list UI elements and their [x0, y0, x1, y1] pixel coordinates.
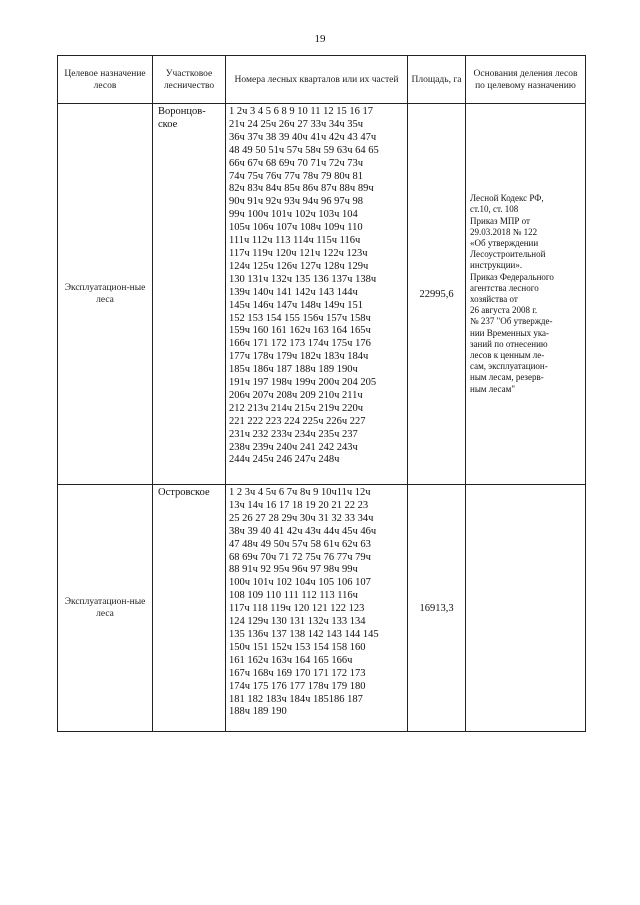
row-forestry: Воронцов-ское [153, 104, 226, 485]
text-line: 25 26 27 28 29ч 30ч 31 32 33 34ч [229, 512, 374, 524]
text-line: 191ч 197 198ч 199ч 200ч 204 205 [229, 377, 377, 389]
text-line: 177ч 178ч 179ч 182ч 183ч 184ч [229, 351, 369, 363]
text-line: Лесной Кодекс РФ, [470, 193, 544, 204]
text-line: 36ч 37ч 38 39 40ч 41ч 42ч 43 47ч [229, 131, 377, 143]
text-line: 47 48ч 49 50ч 57ч 58 61ч 62ч 63 [229, 538, 371, 550]
header-quarters: Номера лесных кварталов или их частей [226, 56, 408, 104]
text-line: Приказ Федерального [470, 271, 554, 282]
text-line: «Об утверждении [470, 237, 539, 248]
text-line: 21ч 24 25ч 26ч 27 33ч 34ч 35ч [229, 118, 364, 130]
text-line: 206ч 207ч 208ч 209 210ч 211ч [229, 389, 363, 401]
text-line: заний по отнесению [470, 338, 548, 349]
text-line: 166ч 171 172 173 174ч 175ч 176 [229, 338, 371, 350]
text-line: 159ч 160 161 162ч 163 164 165ч [229, 325, 371, 337]
text-line: 221 222 223 224 225ч 226ч 227 [229, 415, 366, 427]
text-line: ным лесам, резерв- [470, 372, 544, 383]
text-line: Лесоустроительной [470, 249, 546, 260]
text-line: 212 213ч 214ч 215ч 219ч 220ч [229, 402, 364, 414]
text-line: 152 153 154 155 156ч 157ч 158ч [229, 312, 371, 324]
header-basis: Основания деления лесов по целевому назначению [466, 56, 586, 104]
text-line: 38ч 39 40 41 42ч 43ч 44ч 45ч 46ч [229, 525, 377, 537]
text-line: лесов к ценным ле- [470, 350, 545, 361]
text-line: 13ч 14ч 16 17 18 19 20 21 22 23 [229, 499, 369, 511]
text-line: 181 182 183ч 184ч 185186 187 [229, 693, 363, 705]
text-line: 1 2ч 3 4 5 6 8 9 10 11 12 15 16 17 [229, 106, 374, 117]
text-line: 88 91ч 92 95ч 96ч 97 98ч 99ч [229, 564, 358, 576]
table-row [58, 485, 586, 732]
text-line: 1 2 3ч 4 5ч 6 7ч 8ч 9 10ч11ч 12ч [229, 487, 371, 498]
header-purpose: Целевое назначение лесов [58, 56, 153, 104]
text-line: 161 162ч 163ч 164 165 166ч [229, 654, 353, 666]
row-quarters [226, 104, 408, 485]
row-purpose: Эксплуатацион-ные леса [58, 485, 153, 732]
text-line: 29.03.2018 № 122 [470, 226, 538, 237]
text-line: 117ч 118 119ч 120 121 122 123 [229, 603, 365, 615]
text-line: 90ч 91ч 92ч 93ч 94ч 96 97ч 98 [229, 196, 364, 208]
text-line: 26 августа 2008 г. [470, 305, 538, 316]
table-header-row [58, 56, 586, 104]
text-line: нии Временных ука- [470, 327, 550, 338]
text-line: 124 129ч 130 131 132ч 133 134 [229, 616, 366, 628]
text-line: 48 49 50 51ч 57ч 58ч 59 63ч 64 65 [229, 144, 379, 156]
text-line: 174ч 175 176 177 178ч 179 180 [229, 680, 366, 692]
row-forestry: Островское [153, 485, 226, 732]
text-line: 244ч 245ч 246 247ч 248ч [229, 454, 340, 466]
text-line: 135 136ч 137 138 142 143 144 145 [229, 628, 379, 640]
text-line: агентства лесного [470, 282, 539, 293]
text-line: 185ч 186ч 187 188ч 189 190ч [229, 364, 358, 376]
text-line: 145ч 146ч 147ч 148ч 149ч 151 [229, 299, 364, 311]
row-area: 16913,3 [408, 485, 466, 732]
row-area: 22995,6 [408, 104, 466, 485]
table-row [58, 104, 586, 485]
text-line: 68 69ч 70ч 71 72 75ч 76 77ч 79ч [229, 551, 371, 563]
text-line: сам, эксплуатацион- [470, 361, 548, 372]
text-line: инструкции». [470, 260, 523, 271]
page-number: 19 [314, 33, 326, 45]
text-line: 105ч 106ч 107ч 108ч 109ч 110 [229, 222, 363, 234]
text-line: 108 109 110 111 112 113 116ч [229, 590, 358, 602]
text-line: 111ч 112ч 113 114ч 115ч 116ч [229, 235, 361, 247]
text-line: ным лесам" [470, 383, 515, 394]
text-line: 82ч 83ч 84ч 85ч 86ч 87ч 88ч 89ч [229, 183, 374, 195]
text-line: ст.10, ст. 108 [470, 204, 519, 215]
text-line: 66ч 67ч 68 69ч 70 71ч 72ч 73ч [229, 157, 364, 169]
text-line: 117ч 119ч 120ч 121ч 122ч 123ч [229, 247, 368, 259]
text-line: № 237 "Об утвержде- [470, 316, 553, 327]
text-line: 100ч 101ч 102 104ч 105 106 107 [229, 577, 371, 589]
row-purpose: Эксплуатацион-ные леса [58, 104, 153, 485]
forest-purpose-table [57, 55, 586, 732]
text-line: 139ч 140ч 141 142ч 143 144ч [229, 286, 358, 298]
text-line: 99ч 100ч 101ч 102ч 103ч 104 [229, 209, 358, 221]
row-basis [466, 485, 586, 732]
text-line: 167ч 168ч 169 170 171 172 173 [229, 667, 366, 679]
text-line: хозяйства от [470, 294, 518, 304]
row-basis [466, 104, 586, 485]
text-line: 231ч 232 233ч 234ч 235ч 237 [229, 428, 358, 440]
header-area: Площадь, га [408, 56, 466, 104]
text-line: 124ч 125ч 126ч 127ч 128ч 129ч [229, 260, 369, 272]
text-line: 188ч 189 190 [229, 706, 287, 718]
text-line: 130 131ч 132ч 135 136 137ч 138ч [229, 273, 377, 285]
text-line: 74ч 75ч 76ч 77ч 78ч 79 80ч 81 [229, 170, 364, 182]
text-line: Приказ МПР от [470, 215, 530, 226]
header-forestry: Участковое лесничество [153, 56, 226, 104]
text-line: 150ч 151 152ч 153 154 158 160 [229, 641, 366, 653]
row-quarters [226, 485, 408, 732]
text-line: 238ч 239ч 240ч 241 242 243ч [229, 441, 358, 453]
